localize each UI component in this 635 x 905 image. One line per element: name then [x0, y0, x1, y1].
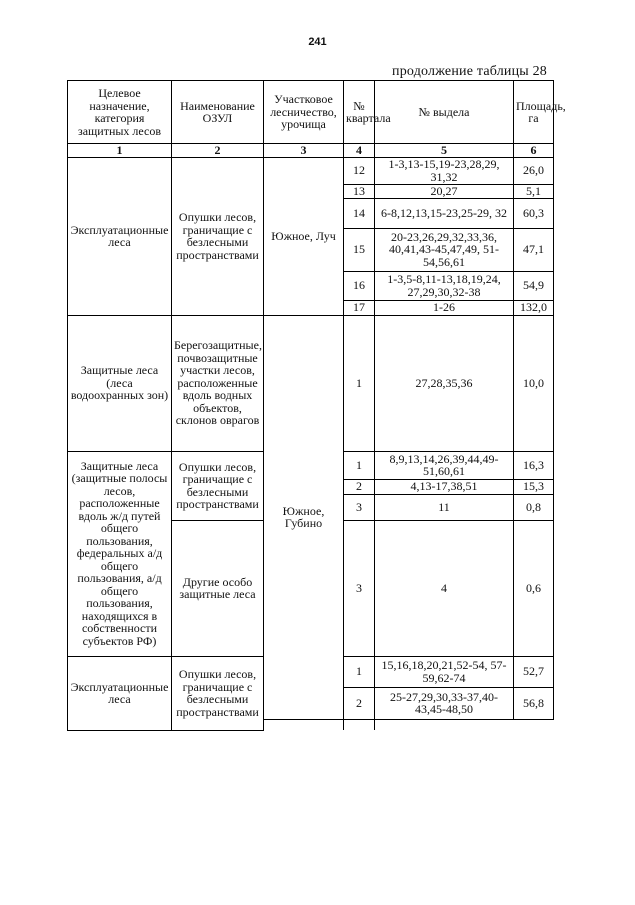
vydel-cell: 4,13-17,38,51 [375, 479, 514, 494]
table-row [68, 315, 554, 451]
kvartal-cell: 3 [344, 494, 375, 520]
page-number: 241 [308, 36, 327, 48]
empty-cell [375, 719, 514, 730]
ozul-cell: Опушки лесов, граничащие с безлесными пространствами [172, 656, 264, 730]
header-vydel: № выдела [375, 81, 514, 144]
ozul-cell: Другие особо защитные леса [172, 520, 264, 656]
vydel-cell: 4 [375, 520, 514, 656]
header-forestry: Участковое лесничество, урочища [264, 81, 344, 144]
ozul-cell: Берегозащитные, почвозащитные участки лесов, расположенные вдоль водных объектов, склонов оврагов [172, 315, 264, 451]
kvartal-cell: 1 [344, 451, 375, 479]
category-cell: Эксплуатационные леса [68, 157, 172, 315]
vydel-cell: 1-26 [375, 300, 514, 315]
vydel-cell: 1-3,13-15,19-23,28,29, 31,32 [375, 157, 514, 184]
area-cell: 47,1 [514, 228, 554, 271]
area-cell: 0,8 [514, 494, 554, 520]
vydel-cell: 6-8,12,13,15-23,25-29, 32 [375, 198, 514, 228]
header-row [68, 81, 554, 144]
table-caption: продолжение таблицы 28 [392, 64, 547, 79]
table-row [68, 157, 554, 184]
column-number-row [68, 144, 554, 158]
col-number: 6 [514, 144, 554, 158]
vydel-cell: 20,27 [375, 184, 514, 198]
kvartal-cell: 1 [344, 315, 375, 451]
kvartal-cell: 2 [344, 687, 375, 719]
area-cell: 10,0 [514, 315, 554, 451]
header-category: Целевое назначение, категория защитных лесов [68, 81, 172, 144]
category-cell: Защитные леса (леса водоохранных зон) [68, 315, 172, 451]
kvartal-cell: 17 [344, 300, 375, 315]
kvartal-cell: 16 [344, 271, 375, 300]
category-cell: Эксплуатационные леса [68, 656, 172, 730]
area-cell: 0,6 [514, 520, 554, 656]
kvartal-cell: 3 [344, 520, 375, 656]
kvartal-cell: 13 [344, 184, 375, 198]
vydel-cell: 8,9,13,14,26,39,44,49- 51,60,61 [375, 451, 514, 479]
area-cell: 56,8 [514, 687, 554, 719]
vydel-cell: 15,16,18,20,21,52-54, 57-59,62-74 [375, 656, 514, 687]
area-cell: 54,9 [514, 271, 554, 300]
area-cell: 60,3 [514, 198, 554, 228]
kvartal-cell: 15 [344, 228, 375, 271]
ozul-cell: Опушки лесов, граничащие с безлесными пространствами [172, 451, 264, 520]
col-number: 2 [172, 144, 264, 158]
area-cell: 52,7 [514, 656, 554, 687]
kvartal-cell: 1 [344, 656, 375, 687]
forestry-cell: Южное, Губино [264, 315, 344, 719]
col-number: 3 [264, 144, 344, 158]
ozul-cell: Опушки лесов, граничащие с безлесными пространствами [172, 157, 264, 315]
area-cell: 5,1 [514, 184, 554, 198]
area-cell: 132,0 [514, 300, 554, 315]
forest-table [67, 80, 566, 731]
kvartal-cell: 2 [344, 479, 375, 494]
kvartal-cell: 14 [344, 198, 375, 228]
empty-cell [264, 719, 344, 730]
vydel-cell: 11 [375, 494, 514, 520]
empty-cell [344, 719, 375, 730]
col-number: 1 [68, 144, 172, 158]
header-area: Площадь, га [514, 81, 554, 144]
col-number: 4 [344, 144, 375, 158]
vydel-cell: 27,28,35,36 [375, 315, 514, 451]
forestry-cell: Южное, Луч [264, 157, 344, 315]
col-number: 5 [375, 144, 514, 158]
vydel-cell: 1-3,5-8,11-13,18,19,24, 27,29,30,32-38 [375, 271, 514, 300]
area-cell: 15,3 [514, 479, 554, 494]
vydel-cell: 25-27,29,30,33-37,40- 43,45-48,50 [375, 687, 514, 719]
header-ozul: Наименование ОЗУЛ [172, 81, 264, 144]
area-cell: 16,3 [514, 451, 554, 479]
kvartal-cell: 12 [344, 157, 375, 184]
header-kvartal: № квартала [344, 81, 375, 144]
area-cell: 26,0 [514, 157, 554, 184]
vydel-cell: 20-23,26,29,32,33,36, 40,41,43-45,47,49, 51-54,56,61 [375, 228, 514, 271]
category-cell: Защитные леса (защитные полосы лесов, расположенные вдоль ж/д путей общего пользования, федеральных а/д общего пользования, а/д общего пользования, находящихся в собственности субъектов РФ) [68, 451, 172, 656]
